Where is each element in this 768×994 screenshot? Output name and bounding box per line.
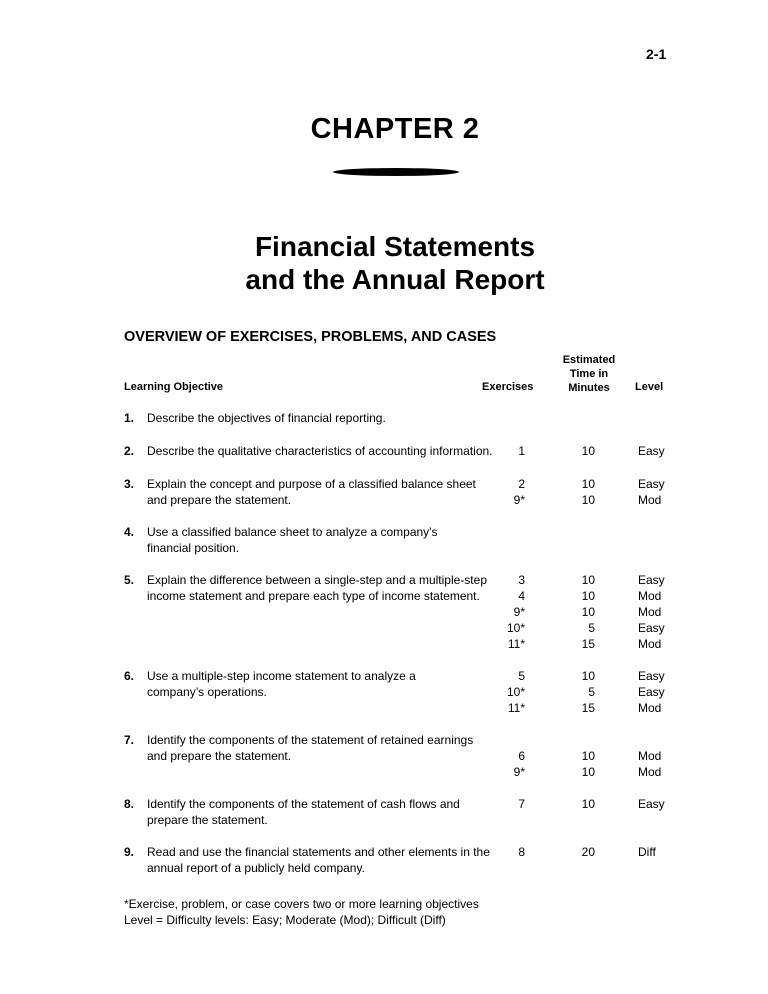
objective-number: 5. [124,573,135,587]
objective-description: Use a multiple-step income statement to analyze a [147,669,416,683]
objective-description: income statement and prepare each type of income statement. [147,589,480,603]
objective-description: prepare the statement. [147,813,268,827]
objective-description: Explain the concept and purpose of a classified balance sheet [147,477,476,491]
estimated-minutes: 10 [581,444,595,458]
objective-number: 4. [124,525,135,539]
exercise-number: 3 [518,573,525,587]
header-level: Level [635,381,664,393]
exercise-number: 6 [518,749,525,763]
exercise-number: 8 [518,845,525,859]
difficulty-level: Easy [638,685,665,699]
estimated-minutes: 10 [581,493,595,507]
header-time-line-3: Minutes [568,382,610,394]
difficulty-level: Mod [638,493,662,507]
chapter-rule [333,168,459,176]
objective-number: 2. [124,444,135,458]
estimated-minutes: 10 [581,573,595,587]
objective-description: Read and use the financial statements and other elements in the [147,845,490,859]
objective-number: 1. [124,411,135,425]
estimated-minutes: 10 [581,477,595,491]
exercise-number: 9* [513,765,525,779]
difficulty-level: Easy [638,797,665,811]
exercise-number: 10* [506,685,525,699]
estimated-minutes: 10 [581,589,595,603]
exercise-number: 5 [518,669,525,683]
estimated-minutes: 10 [581,749,595,763]
difficulty-level: Diff [638,845,656,859]
objective-description: company’s operations. [147,685,267,699]
footnote-asterisk: *Exercise, problem, or case covers two or more learning objectives [124,897,479,911]
objective-number: 8. [124,797,135,811]
header-learning-objective: Learning Objective [124,381,224,393]
difficulty-level: Mod [638,637,662,651]
difficulty-level: Mod [638,701,662,715]
objective-description: Use a classified balance sheet to analyze a company's [147,525,438,539]
objective-description: Describe the objectives of financial reporting. [147,411,386,425]
exercise-number: 11* [507,637,525,651]
objective-description: Explain the difference between a single-step and a multiple-step [147,573,487,587]
estimated-minutes: 10 [581,605,595,619]
objective-description: and prepare the statement. [147,493,292,507]
exercise-number: 9* [513,605,525,619]
difficulty-level: Mod [638,765,662,779]
chapter-title: CHAPTER 2 [310,113,480,145]
difficulty-level: Easy [638,444,665,458]
objective-description: annual report of a publicly held company. [147,861,365,875]
exercise-number: 2 [518,477,525,491]
header-exercises: Exercises [482,381,534,393]
exercise-number: 10* [506,621,525,635]
objective-number: 3. [124,477,135,491]
difficulty-level: Easy [638,669,665,683]
exercise-number: 1 [518,444,525,458]
objective-number: 9. [124,845,135,859]
estimated-minutes: 20 [581,845,595,859]
header-estimated-time [554,353,624,395]
estimated-minutes: 5 [588,685,595,699]
objective-number: 7. [124,733,135,747]
estimated-minutes: 10 [581,765,595,779]
difficulty-level: Mod [638,589,662,603]
difficulty-level: Mod [638,749,662,763]
estimated-minutes: 15 [581,637,595,651]
difficulty-level: Easy [638,621,665,635]
exercise-number: 7 [518,797,525,811]
difficulty-level: Mod [638,605,662,619]
subtitle-line-1: Financial Statements [254,231,536,262]
footnote [124,896,479,928]
exercise-number: 11* [507,701,525,715]
exercise-number: 4 [518,589,525,603]
estimated-minutes: 15 [581,701,595,715]
objective-description: financial position. [147,541,240,555]
footnote-levels: Level = Difficulty levels: Easy; Moderate (Mod); Difficult (Diff) [124,913,446,927]
difficulty-level: Easy [638,477,665,491]
header-time-line-1: Estimated [562,354,616,366]
objective-description: Identify the components of the statement of retained earnings [147,733,474,747]
chapter-subtitle [0,230,768,296]
objective-number: 6. [124,669,135,683]
subtitle-line-2: and the Annual Report [245,264,545,295]
page-number: 2-1 [646,46,667,62]
estimated-minutes: 10 [581,797,595,811]
estimated-minutes: 10 [581,669,595,683]
objective-description: Describe the qualitative characteristics of accounting information. [147,444,493,458]
objective-description: and prepare the statement. [147,749,292,763]
estimated-minutes: 5 [588,621,595,635]
difficulty-level: Easy [638,573,665,587]
exercise-number: 9* [513,493,525,507]
section-heading: OVERVIEW OF EXERCISES, PROBLEMS, AND CASES [124,329,497,345]
header-time-line-2: Time in [569,368,609,380]
objective-description: Identify the components of the statement of cash flows and [147,797,460,811]
